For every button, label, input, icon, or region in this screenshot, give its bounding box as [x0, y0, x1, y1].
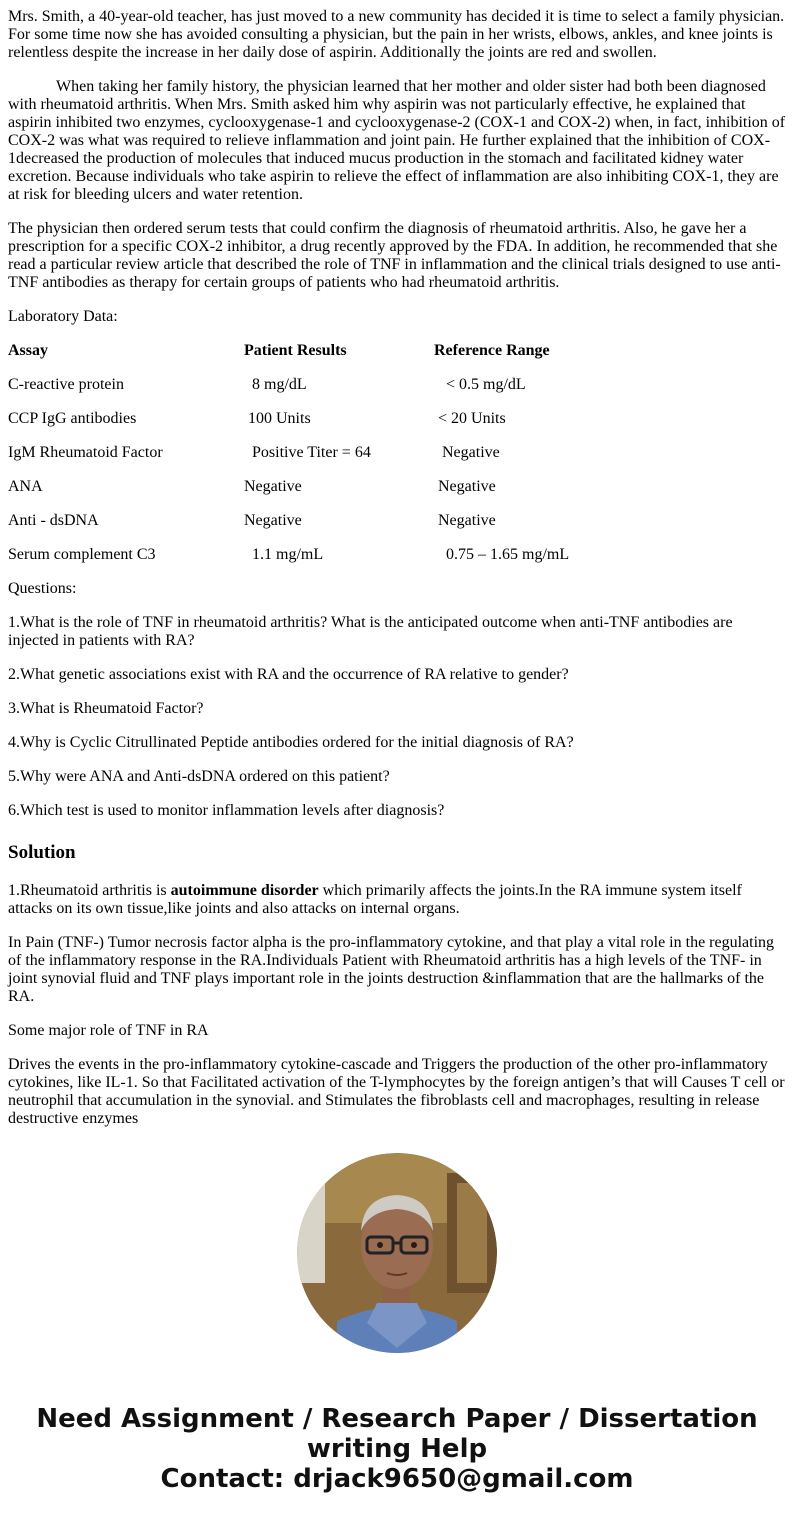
author-portrait-image [297, 1153, 497, 1353]
lab-reference-range: 0.75 – 1.65 mg/mL [434, 546, 570, 563]
lab-row [8, 546, 786, 564]
promo-line-1: Need Assignment / Research Paper / Dissertation [36, 1404, 758, 1434]
family-history-paragraph: When taking her family history, the physician learned that her mother and older sister had both been diagnosed with rheumatoid arthritis. When Mrs. Smith asked him why aspirin was not particularly effective, he explained that aspirin inhibited two enzymes, cyclooxygenase-1 and cyclooxygenase-2 (COX-1 and COX-2) when, in fact, inhibition of COX-2 was what was required to relieve inflammation and joint pain. He further explained that the inhibition of COX-1decreased the production of molecules that induced mucus production in the stomach and facilitated kidney water excretion. Because individuals who take aspirin to relieve the effect of inflammation are also inhibiting COX-1, they are at risk for bleeding ulcers and water retention. [8, 78, 786, 203]
lab-reference-range: < 20 Units [434, 410, 506, 427]
lab-patient-result: 8 mg/dL [244, 376, 307, 393]
lab-patient-result: 1.1 mg/mL [244, 546, 324, 563]
lab-patient-result: Negative [244, 512, 302, 529]
question-item: 2.What genetic associations exist with RA and the occurrence of RA relative to gender? [8, 666, 569, 683]
lab-row [8, 376, 786, 394]
lab-table-header [8, 342, 786, 360]
lab-assay: C-reactive protein [8, 376, 124, 393]
solution-paragraph-2: In Pain (TNF-) Tumor necrosis factor alpha is the pro-inflammatory cytokine, and that play a vital role in the regulating of the inflammatory response in the RA.Individuals Patient with Rheumatoid arthritis has a high levels of the TNF- in joint synovial fluid and TNF plays important role in the joints destruction &inflammation that are the hallmarks of the RA. [8, 934, 775, 1005]
solution-p1-end: which primarily affects the joints.In the RA immune system itself attacks on its own tissue,like joints and also attacks on internal organs. [8, 882, 742, 917]
lab-row [8, 410, 786, 428]
lab-assay: Anti - dsDNA [8, 512, 99, 529]
lab-header-assay: Assay [8, 342, 49, 359]
lab-row [8, 478, 786, 496]
question-item: 4.Why is Cyclic Citrullinated Peptide antibodies ordered for the initial diagnosis of RA? [8, 734, 574, 751]
lab-reference-range: < 0.5 mg/dL [434, 376, 526, 393]
lab-assay: IgM Rheumatoid Factor [8, 444, 163, 461]
solution-paragraph-4: Drives the events in the pro-inflammatory cytokine-cascade and Triggers the production of the other pro-inflammatory cytokines, like IL-1. So that Facilitated activation of the T-lymphocytes by the foreign antigen’s that will Causes T cell or neutrophil that accumulation in the synovial. and Stimulates the fibroblasts cell and macrophages, resulting in release destructive enzymes [8, 1056, 785, 1127]
lab-patient-result: Negative [244, 478, 302, 495]
promo-line-2: writing Help [306, 1434, 488, 1464]
lab-row [8, 512, 786, 530]
lab-row [8, 444, 786, 462]
lab-patient-result: 100 Units [244, 410, 311, 427]
lab-assay: Serum complement C3 [8, 546, 156, 563]
lab-reference-range: Negative [434, 512, 496, 529]
question-item: 1.What is the role of TNF in rheumatoid arthritis? What is the anticipated outcome when anti-TNF antibodies are injected in patients with RA? [8, 614, 733, 649]
solution-p1-bold: autoimmune disorder [170, 882, 319, 899]
promo-banner [0, 1404, 794, 1494]
lab-reference-range: Negative [434, 478, 496, 495]
lab-data-title: Laboratory Data: [8, 308, 118, 325]
solution-heading: Solution [8, 842, 76, 863]
document-body [8, 8, 786, 1144]
lab-header-patient-results: Patient Results [244, 342, 347, 359]
author-avatar [297, 1153, 497, 1353]
lab-assay: CCP IgG antibodies [8, 410, 137, 427]
questions-title: Questions: [8, 580, 77, 597]
lab-patient-result: Positive Titer = 64 [244, 444, 371, 461]
solution-paragraph-3: Some major role of TNF in RA [8, 1022, 209, 1039]
promo-contact: Contact: drjack9650@gmail.com [160, 1464, 634, 1494]
question-item: 6.Which test is used to monitor inflammation levels after diagnosis? [8, 802, 445, 819]
serum-tests-paragraph: The physician then ordered serum tests that could confirm the diagnosis of rheumatoid arthritis. Also, he gave her a prescription for a specific COX-2 inhibitor, a drug recently approved by the FDA. In addition, he recommended that she read a particular review article that described the role of TNF in inflammation and the clinical trials designed to use anti-TNF antibodies as therapy for certain groups of patients who had rheumatoid arthritis. [8, 220, 781, 291]
solution-p1-start: 1.Rheumatoid arthritis is [8, 882, 171, 899]
question-item: 3.What is Rheumatoid Factor? [8, 700, 204, 717]
lab-header-reference-range: Reference Range [434, 342, 550, 359]
solution-paragraph-1 [8, 882, 786, 918]
lab-assay: ANA [8, 478, 43, 495]
lab-reference-range: Negative [434, 444, 500, 461]
question-item: 5.Why were ANA and Anti-dsDNA ordered on this patient? [8, 768, 390, 785]
case-intro: Mrs. Smith, a 40-year-old teacher, has just moved to a new community has decided it is time to select a family physician. For some time now she has avoided consulting a physician, but the pain in her wrists, elbows, ankles, and knee joints is relentless despite the increase in her daily dose of aspirin. Additionally the joints are red and swollen. [8, 8, 785, 61]
